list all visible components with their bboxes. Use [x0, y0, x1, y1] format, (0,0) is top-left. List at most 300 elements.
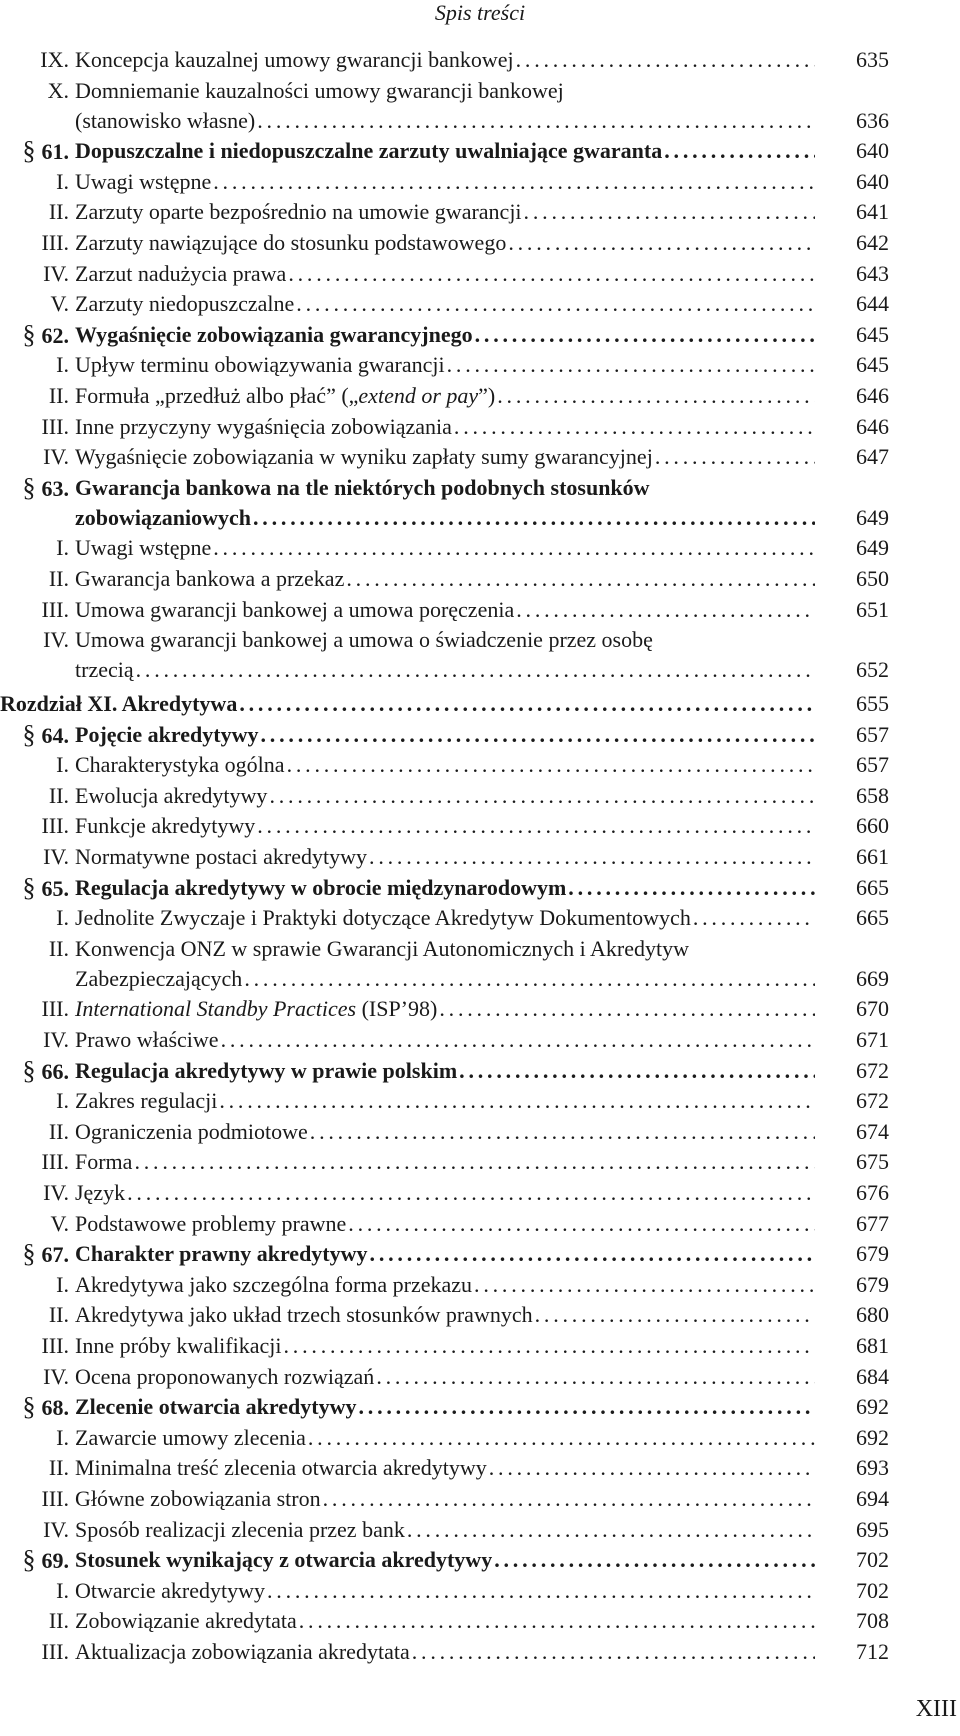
entry-page-number: 665 — [856, 874, 889, 900]
toc-entry[interactable] — [0, 1331, 960, 1361]
entry-title — [75, 1300, 821, 1330]
leader-dots — [308, 1117, 815, 1147]
entry-page-number: 657 — [856, 752, 889, 778]
entry-title-text: Podstawowe problemy prawne — [75, 1210, 347, 1236]
leader-dots — [297, 1606, 815, 1636]
entry-title-text: Zawarcie umowy zlecenia — [75, 1424, 306, 1450]
leader-dots — [691, 903, 815, 933]
leader-dots — [282, 1331, 816, 1361]
entry-page-number: 657 — [856, 721, 889, 747]
leader-dots — [522, 197, 815, 227]
entry-number — [0, 781, 69, 811]
toc-entry[interactable] — [0, 1576, 960, 1606]
entry-page-number: 672 — [856, 1057, 889, 1083]
leader-dots — [533, 1300, 815, 1330]
entry-page-number: 650 — [856, 565, 889, 591]
toc-entry[interactable] — [0, 934, 960, 994]
entry-title — [75, 442, 821, 472]
leader-dots — [374, 1362, 815, 1392]
toc-entry[interactable] — [0, 1270, 960, 1300]
entry-page-number: 640 — [856, 168, 889, 194]
entry-page-number: 649 — [856, 535, 889, 561]
entry-page-number: 670 — [856, 996, 889, 1022]
entry-title — [75, 320, 821, 350]
entry-number-label: 64. — [41, 722, 69, 748]
entry-title — [75, 1025, 821, 1055]
entry-title — [75, 811, 821, 841]
entry-title-text: Uwagi wstępne — [75, 535, 212, 561]
entry-title-text — [75, 994, 437, 1024]
entry-page-number: 651 — [856, 596, 889, 622]
entry-title — [75, 1270, 821, 1300]
entry-number-label: 61. — [41, 139, 69, 165]
section-sign-icon: § — [22, 719, 36, 749]
entry-title — [75, 595, 821, 625]
leader-dots — [255, 106, 815, 136]
toc-chapter[interactable] — [0, 689, 960, 719]
leader-dots — [457, 1056, 815, 1086]
entry-title — [75, 1576, 821, 1606]
entry-page-number: 702 — [856, 1547, 889, 1573]
entry-number-label: X. — [47, 77, 69, 103]
toc-entry[interactable] — [0, 1362, 960, 1392]
entry-number-label: IV. — [43, 444, 69, 470]
entry-number-label: I. — [56, 535, 69, 561]
entry-number — [0, 1453, 69, 1483]
leader-dots — [285, 750, 815, 780]
entry-number — [0, 1392, 69, 1423]
entry-page-number: 669 — [856, 965, 889, 991]
toc-entry[interactable] — [0, 781, 960, 811]
leader-dots — [286, 259, 815, 289]
entry-title — [75, 259, 821, 289]
entry-title-text: Prawo właściwe — [75, 1027, 219, 1053]
entry-page-number: 646 — [856, 382, 889, 408]
entry-number-label: I. — [56, 1577, 69, 1603]
entry-title-text: (stanowisko własne) — [75, 107, 256, 133]
entry-page-number: 712 — [856, 1638, 889, 1664]
entry-title-text: Zarzut nadużycia prawa — [75, 260, 287, 286]
entry-number — [0, 1484, 69, 1514]
entry-number-label: V. — [50, 291, 69, 317]
entry-title — [75, 350, 821, 380]
toc-entry[interactable] — [0, 1086, 960, 1116]
entry-title-text: Normatywne postaci akredytywy — [75, 844, 368, 870]
entry-number — [0, 1545, 69, 1576]
entry-page-number: 695 — [856, 1516, 889, 1542]
toc-entry[interactable] — [0, 595, 960, 625]
entry-page-number: 671 — [856, 1027, 889, 1053]
entry-title — [75, 136, 821, 166]
entry-number — [0, 1239, 69, 1270]
entry-title — [75, 412, 821, 442]
entry-number-label: IV. — [43, 1027, 69, 1053]
leader-dots — [217, 1086, 815, 1116]
toc-entry[interactable] — [0, 842, 960, 872]
section-sign-icon: § — [22, 1239, 36, 1269]
entry-title — [75, 873, 821, 903]
entry-page-number: 681 — [856, 1332, 889, 1358]
leader-dots — [132, 1147, 815, 1177]
entry-title-text: Otwarcie akredytywy — [75, 1577, 265, 1603]
entry-number — [0, 76, 69, 106]
entry-title — [75, 750, 821, 780]
entry-title-text: Stosunek wynikający z otwarcia akredytywy — [75, 1547, 493, 1573]
entry-title — [75, 1545, 821, 1575]
leader-dots — [445, 350, 815, 380]
entry-page-number: 677 — [856, 1210, 889, 1236]
toc-section[interactable] — [0, 1545, 960, 1575]
entry-page-number: 658 — [856, 782, 889, 808]
entry-number-label: I. — [56, 1088, 69, 1114]
entry-page-number: 649 — [856, 504, 889, 530]
toc-entry[interactable] — [0, 197, 960, 227]
entry-page-number: 636 — [856, 107, 889, 133]
entry-title-text: Sposób realizacji zlecenia przez bank — [75, 1516, 405, 1542]
entry-number — [0, 750, 69, 780]
leader-dots — [267, 781, 815, 811]
entry-page-number: 693 — [856, 1455, 889, 1481]
toc-entry[interactable] — [0, 1423, 960, 1453]
entry-title — [75, 45, 821, 75]
entry-title — [75, 473, 821, 533]
leader-dots — [662, 136, 815, 166]
toc-entry[interactable] — [0, 1117, 960, 1147]
entry-title — [75, 1606, 821, 1636]
entry-title-text: Zobowiązanie akredytata — [75, 1608, 297, 1634]
entry-title-text: Upływ terminu obowiązywania gwarancji — [75, 352, 445, 378]
entry-title-text: Akredytywa jako szczególna forma przekazu — [75, 1271, 473, 1297]
leader-dots — [472, 1270, 815, 1300]
leader-dots — [265, 1576, 815, 1606]
leader-dots — [506, 228, 815, 258]
toc-entry[interactable] — [0, 994, 960, 1024]
toc-section[interactable] — [0, 1239, 960, 1269]
section-sign-icon: § — [22, 1392, 36, 1422]
entry-number-label: IX. — [40, 47, 69, 72]
entry-number-label: III. — [41, 413, 69, 439]
toc-entry[interactable] — [0, 289, 960, 319]
entry-page-number: 679 — [856, 1271, 889, 1297]
entry-number-label: III. — [41, 813, 69, 839]
leader-dots — [211, 533, 815, 563]
entry-number — [0, 1606, 69, 1636]
toc-entry[interactable] — [0, 45, 960, 75]
entry-title-italic: International Standby Practices — [75, 996, 357, 1022]
toc-entry[interactable] — [0, 811, 960, 841]
entry-number — [0, 412, 69, 442]
toc-section[interactable] — [0, 136, 960, 166]
toc-entry[interactable] — [0, 167, 960, 197]
entry-number-label: II. — [48, 782, 69, 808]
toc-section[interactable] — [0, 473, 960, 533]
toc-section[interactable] — [0, 1392, 960, 1422]
entry-title — [75, 934, 821, 994]
leader-dots — [566, 873, 815, 903]
entry-number-label: 62. — [41, 322, 69, 348]
entry-title — [75, 533, 821, 563]
entry-page-number: 642 — [856, 229, 889, 255]
toc-entry[interactable] — [0, 533, 960, 563]
entry-number-label: 63. — [41, 475, 69, 501]
entry-number-label: IV. — [43, 1180, 69, 1205]
toc-entry[interactable] — [0, 442, 960, 472]
entry-title-text: Koncepcja kauzalnej umowy gwarancji bankowej — [75, 47, 514, 72]
section-sign-icon: § — [22, 1545, 36, 1575]
entry-number — [0, 595, 69, 625]
entry-number-label: 69. — [41, 1548, 69, 1574]
entry-title — [75, 720, 821, 750]
entry-title-text: zobowiązaniowych — [75, 504, 251, 530]
entry-number-label: IV. — [43, 260, 69, 286]
entry-number-label: IV. — [43, 1516, 69, 1542]
entry-number-label: II. — [48, 1455, 69, 1481]
entry-title-text: Inne przyczyny wygaśnięcia zobowiązania — [75, 413, 452, 439]
entry-page-number: 702 — [856, 1577, 889, 1603]
leader-dots — [134, 655, 815, 685]
leader-dots — [452, 412, 815, 442]
entry-title — [75, 197, 821, 227]
entry-number — [0, 811, 69, 841]
entry-title-text: Minimalna treść zlecenia otwarcia akredytywy — [75, 1455, 487, 1481]
entry-title — [75, 1117, 821, 1147]
entry-page-number: 646 — [856, 413, 889, 439]
leader-dots — [514, 595, 815, 625]
section-sign-icon: § — [22, 872, 36, 902]
entry-number — [0, 533, 69, 563]
entry-number-label: I. — [56, 905, 69, 931]
leader-dots — [242, 964, 815, 994]
entry-number — [0, 564, 69, 594]
entry-title-text: Zakres regulacji — [75, 1088, 218, 1114]
toc-entry[interactable] — [0, 228, 960, 258]
entry-page-number: 694 — [856, 1485, 889, 1511]
entry-title-part: ”) — [478, 382, 496, 408]
entry-page-number: 640 — [856, 138, 889, 164]
entry-number — [0, 1331, 69, 1361]
entry-page-number: 672 — [856, 1088, 889, 1114]
entry-title — [75, 564, 821, 594]
entry-title — [75, 1392, 821, 1422]
leader-dots — [492, 1545, 815, 1575]
entry-title-text: Wygaśnięcie zobowiązania w wyniku zapłaty sumy gwarancyjnej — [75, 444, 653, 470]
toc-entry[interactable] — [0, 1178, 960, 1208]
entry-page-number: 655 — [856, 691, 889, 717]
entry-page-number: 643 — [856, 260, 889, 286]
entry-title-line: Gwarancja bankowa na tle niektórych podobnych stosunków — [75, 474, 650, 500]
entry-number-label: II. — [48, 1302, 69, 1328]
entry-title-text: Zabezpieczających — [75, 965, 243, 991]
entry-number-label: II. — [48, 1118, 69, 1144]
leader-dots — [259, 720, 816, 750]
entry-title — [75, 167, 821, 197]
entry-title — [75, 228, 821, 258]
entry-number-label: V. — [50, 1210, 69, 1236]
entry-title — [75, 1331, 821, 1361]
leader-dots — [219, 1025, 815, 1055]
entry-title-text: Zarzuty oparte bezpośrednio na umowie gwarancji — [75, 199, 522, 225]
toc-entry[interactable] — [0, 1300, 960, 1330]
entry-title-part: (ISP’98) — [356, 996, 438, 1022]
entry-page-number: 684 — [856, 1363, 889, 1389]
entry-number — [0, 873, 69, 904]
entry-number-label: 67. — [41, 1242, 69, 1268]
leader-dots — [487, 1453, 815, 1483]
leader-dots — [356, 1392, 815, 1422]
leader-dots — [514, 45, 815, 75]
entry-title — [0, 689, 821, 719]
entry-title — [75, 1209, 821, 1239]
entry-number — [0, 1637, 69, 1667]
toc-entry[interactable] — [0, 412, 960, 442]
entry-number-label: IV. — [43, 627, 69, 653]
toc-section[interactable] — [0, 1056, 960, 1086]
entry-title-line: Umowa gwarancji bankowej a umowa o świadczenie przez osobę — [75, 627, 653, 653]
entry-number — [0, 934, 69, 964]
toc-entry[interactable] — [0, 76, 960, 136]
entry-number — [0, 842, 69, 872]
toc-entry[interactable] — [0, 1637, 960, 1667]
entry-title — [75, 1056, 821, 1086]
entry-title-text — [75, 381, 495, 411]
entry-page-number: 647 — [856, 444, 889, 470]
entry-number — [0, 625, 69, 655]
entry-number — [0, 1056, 69, 1087]
toc-entry[interactable] — [0, 259, 960, 289]
entry-title-text: Uwagi wstępne — [75, 168, 212, 194]
entry-number-label: III. — [41, 1485, 69, 1511]
entry-title-text: Rozdział XI. Akredytywa — [0, 691, 238, 717]
toc-entry[interactable] — [0, 1606, 960, 1636]
entry-title-text: Akredytywa jako układ trzech stosunków prawnych — [75, 1302, 533, 1328]
entry-title — [75, 1147, 821, 1177]
entry-number-label: II. — [48, 199, 69, 225]
entry-page-number: 708 — [856, 1608, 889, 1634]
toc-entry[interactable] — [0, 625, 960, 685]
entry-number — [0, 136, 69, 167]
entry-number-label: II. — [48, 565, 69, 591]
toc-section[interactable] — [0, 873, 960, 903]
entry-number — [0, 1362, 69, 1392]
entry-title-text: Jednolite Zwyczaje i Praktyki dotyczące Akredytyw Dokumentowych — [75, 905, 691, 931]
entry-title-text: Aktualizacja zobowiązania akredytata — [75, 1638, 410, 1664]
entry-number-label: II. — [48, 935, 69, 961]
toc-entry[interactable] — [0, 1209, 960, 1239]
entry-page-number: 644 — [856, 291, 889, 317]
entry-page-number: 635 — [856, 47, 889, 72]
section-sign-icon: § — [22, 472, 36, 502]
entry-title-text: Forma — [75, 1149, 133, 1175]
toc-entry[interactable] — [0, 1515, 960, 1545]
entry-page-number: 679 — [856, 1241, 889, 1267]
entry-number — [0, 1515, 69, 1545]
entry-title — [75, 1637, 821, 1667]
entry-title — [75, 625, 821, 685]
leader-dots — [495, 381, 815, 411]
entry-number — [0, 1147, 69, 1177]
entry-number-label: I. — [56, 168, 69, 194]
entry-number — [0, 442, 69, 472]
entry-number — [0, 320, 69, 351]
entry-number-label: I. — [56, 1271, 69, 1297]
toc-entry[interactable] — [0, 1453, 960, 1483]
entry-title-text: Charakterystyka ogólna — [75, 752, 285, 778]
leader-dots — [321, 1484, 815, 1514]
table-of-contents — [0, 45, 960, 1668]
leader-dots — [125, 1178, 815, 1208]
entry-number-label: IV. — [43, 1363, 69, 1389]
entry-title-line: Konwencja ONZ w sprawie Gwarancji Autonomicznych i Akredytyw — [75, 935, 690, 961]
entry-page-number: 692 — [856, 1424, 889, 1450]
entry-number-label: III. — [41, 596, 69, 622]
leader-dots — [294, 289, 815, 319]
entry-number-label: I. — [56, 1424, 69, 1450]
entry-title-text: trzecią — [75, 657, 134, 683]
entry-number — [0, 1178, 69, 1208]
entry-number — [0, 473, 69, 504]
page-number: XIII — [915, 1696, 957, 1722]
entry-title-text: Wygaśnięcie zobowiązania gwarancyjnego — [75, 321, 473, 347]
entry-title — [75, 1362, 821, 1392]
toc-section[interactable] — [0, 720, 960, 750]
entry-title-text: Charakter prawny akredytywy — [75, 1241, 368, 1267]
entry-title — [75, 76, 821, 136]
leader-dots — [473, 320, 815, 350]
toc-entry[interactable] — [0, 750, 960, 780]
entry-page-number: 661 — [856, 844, 889, 870]
entry-number-label: II. — [48, 382, 69, 408]
toc-section[interactable] — [0, 320, 960, 350]
entry-number-label: I. — [56, 752, 69, 778]
entry-title — [75, 381, 821, 411]
entry-page-number: 645 — [856, 321, 889, 347]
toc-entry[interactable] — [0, 1147, 960, 1177]
entry-title — [75, 1239, 821, 1269]
entry-title — [75, 1178, 821, 1208]
entry-title — [75, 1423, 821, 1453]
entry-title — [75, 1453, 821, 1483]
toc-entry[interactable] — [0, 381, 960, 411]
leader-dots — [410, 1637, 815, 1667]
entry-title-text: Inne próby kwalifikacji — [75, 1332, 282, 1358]
entry-number — [0, 1300, 69, 1330]
toc-entry[interactable] — [0, 350, 960, 380]
entry-title — [75, 903, 821, 933]
toc-entry[interactable] — [0, 564, 960, 594]
toc-entry[interactable] — [0, 1484, 960, 1514]
toc-entry[interactable] — [0, 1025, 960, 1055]
entry-title-text: Dopuszczalne i niedopuszczalne zarzuty uwalniające gwaranta — [75, 138, 663, 164]
leader-dots — [255, 811, 815, 841]
leader-dots — [346, 1209, 815, 1239]
entry-number — [0, 228, 69, 258]
entry-page-number: 660 — [856, 813, 889, 839]
entry-title-italic: extend or pay — [358, 382, 479, 408]
entry-number — [0, 350, 69, 380]
entry-number — [0, 45, 69, 75]
toc-entry[interactable] — [0, 903, 960, 933]
entry-title — [75, 1484, 821, 1514]
leader-dots — [237, 689, 815, 719]
entry-page-number: 680 — [856, 1302, 889, 1328]
entry-title-text: Gwarancja bankowa a przekaz — [75, 565, 345, 591]
section-sign-icon: § — [22, 319, 36, 349]
entry-title-part: Formuła „przedłuż albo płać” („ — [75, 382, 359, 408]
entry-number — [0, 1086, 69, 1116]
entry-number — [0, 720, 69, 751]
leader-dots — [211, 167, 815, 197]
entry-title — [75, 994, 821, 1024]
